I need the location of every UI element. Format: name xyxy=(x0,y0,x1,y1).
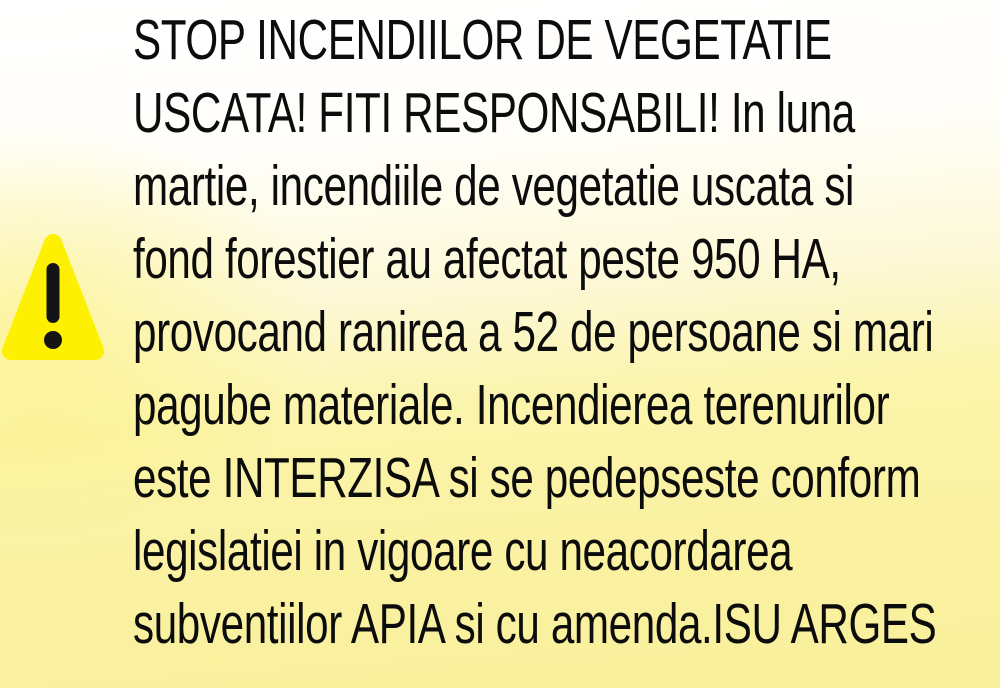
alert-message-line: martie, incendiile de vegetatie uscata si xyxy=(133,154,855,218)
warning-triangle-icon xyxy=(2,231,104,367)
alert-message-line: provocand ranirea a 52 de persoane si mari xyxy=(133,300,934,364)
alert-message-line: USCATA! FITI RESPONSABILI! In luna xyxy=(133,81,855,145)
alert-message xyxy=(133,4,1000,661)
alert-message-line: fond forestier au afectat peste 950 HA, xyxy=(133,227,841,291)
alert-message-line: legislatiei in vigoare cu neacordarea xyxy=(133,519,793,583)
alert-message-line: este INTERZISA si se pedepseste conform xyxy=(133,446,921,510)
alert-message-line: pagube materiale. Incendierea terenurilor xyxy=(133,373,890,437)
alert-message-line: subventiilor APIA si cu amenda.ISU ARGES xyxy=(133,592,937,656)
alert-message-line: STOP INCENDIILOR DE VEGETATIE xyxy=(133,8,832,72)
